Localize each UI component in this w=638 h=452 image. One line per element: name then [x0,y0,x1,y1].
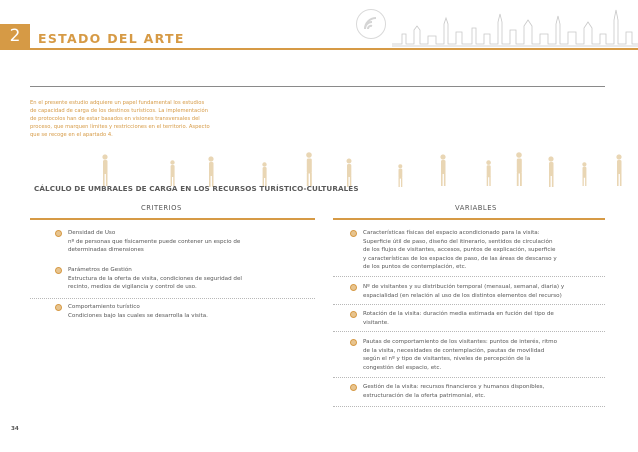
variable-line: de la visita, necesidades de contemplación, pautas de movilidad [363,347,545,354]
criterio-line: Estructura de la oferta de visita, condiciones de seguridad del [68,275,242,282]
variables-rule [333,218,605,220]
dotted-divider [333,377,605,378]
criterio-line: Comportamiento turístico [68,304,140,310]
bullet-icon [55,230,62,237]
dotted-divider [30,298,315,299]
dotted-divider [333,276,605,277]
criterio-line: determinadas dimensiones [68,247,144,254]
intro-line: En el presente estudio adquiere un papel fundamental los estudios [30,100,205,106]
variable-line: Nº de visitantes y su distribución temporal (mensual, semanal, diaria) y [363,284,565,290]
bullet-icon [350,311,357,318]
dotted-divider [333,304,605,305]
variable-line: Rotación de la visita: duración media estimada en fución del tipo de [363,311,554,317]
variable-line: de los flujos de visitantes, accesos, puntos de explicación, superficie [363,247,556,254]
city-skyline-illustration [392,4,638,48]
criterio-line: nº de personas que físicamente puede contener un espcio de [68,238,241,245]
bullet-icon [55,267,62,274]
criterio-line: recinto, medios de vigilancia y control de uso. [68,284,197,291]
criterios-rule [30,218,315,220]
intro-paragraph [30,99,212,139]
criterio-line: Parámetros de Gestión [68,267,132,273]
variable-line: Pautas de comportamiento de los visitantes: puntos de interés, ritmo [363,339,558,345]
dotted-divider [333,331,605,332]
variable-line: Gestión de la visita: recursos financieros y humanos disponibles, [363,384,545,390]
variable-line: de los puntos de contemplación, etc. [363,264,467,271]
top-divider [30,86,605,87]
header-rule [0,48,638,50]
variables-heading: VARIABLES [455,204,497,212]
variable-line: Características físicas del espacio acondicionado para la visita: [363,230,540,236]
bullet-icon [350,384,357,391]
intro-line: que se recoge en el apartado 4. [30,132,113,138]
logo-icon [356,9,386,39]
criterio-line: Condiciones bajo las cuales se desarrolla la visita. [68,312,208,319]
criterio-line: Densidad de Uso [68,230,116,236]
bullet-icon [350,230,357,237]
dotted-divider [333,406,605,407]
intro-line: de protocolos han de estar basados en visiones transversales del [30,116,200,122]
variable-line: Superficie útil de paso, diseño del itinerario, sentidos de circulación [363,238,553,245]
variable-line: y características de los espacios de paso, de las áreas de descanso y [363,255,557,262]
intro-line: proceso, que marquen límites y restricciones en el territorio. Aspecto [30,124,210,130]
variable-line: según el nº y tipo de visitantes, niveles de percepción de la [363,356,531,363]
variable-line: espacialidad (en relación al uso de los distintos elementos del recurso) [363,292,562,299]
criterios-heading: CRITERIOS [141,204,182,212]
bullet-icon [55,304,62,311]
variable-line: congestión del espacio, etc. [363,364,442,371]
chapter-title: ESTADO DEL ARTE [38,31,185,46]
page-number: 34 [11,426,19,432]
chapter-number: 2 [9,26,21,46]
bullet-icon [350,339,357,346]
variable-line: estructuración de la oferta patrimonial, etc. [363,392,486,399]
variable-line: visitante. [363,319,389,326]
intro-line: de capacidad de carga de los destinos turísticos. La implementación [30,108,208,114]
bullet-icon [350,284,357,291]
section-title: CÁLCULO DE UMBRALES DE CARGA EN LOS RECURSOS TURÍSTICO-CULTURALES [34,184,359,193]
